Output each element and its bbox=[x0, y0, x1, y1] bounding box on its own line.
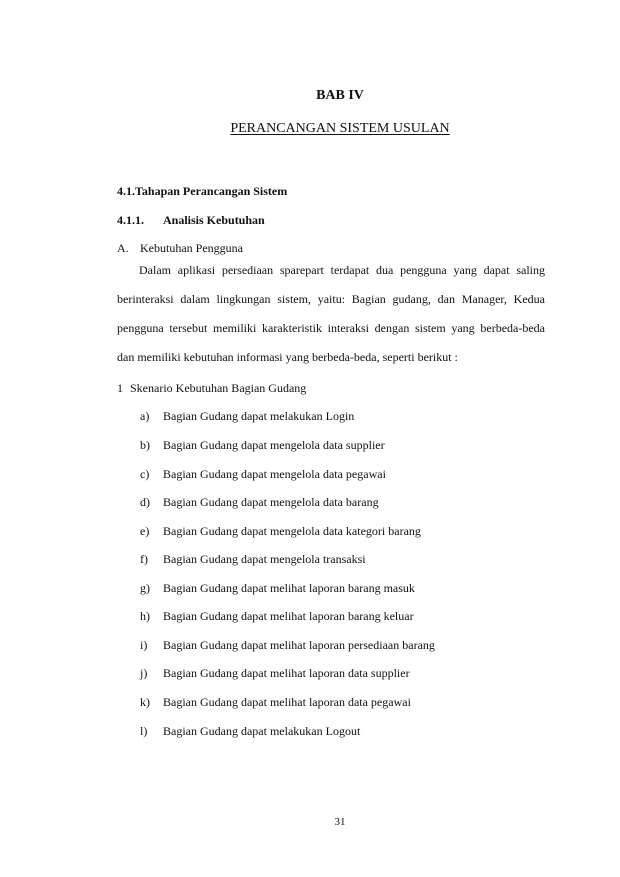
list-text: Bagian Gudang dapat mengelola transaksi bbox=[163, 552, 366, 566]
list-marker: e) bbox=[140, 524, 150, 538]
paragraph-line: berinteraksi dalam lingkungan sistem, yaitu: Bagian gudang, dan Manager, Kedua bbox=[117, 292, 545, 306]
list-marker: k) bbox=[140, 695, 150, 709]
page-number: 31 bbox=[334, 816, 346, 828]
list-text: Bagian Gudang dapat mengelola data pegawai bbox=[163, 467, 386, 481]
chapter-title: PERANCANGAN SISTEM USULAN bbox=[230, 121, 450, 136]
scenario-number: 1 bbox=[117, 381, 123, 395]
list-marker: g) bbox=[140, 581, 150, 595]
subsection-heading: Kebutuhan Pengguna bbox=[140, 241, 243, 255]
paragraph-line: pengguna tersebut memiliki karakteristik interaksi dengan sistem yang berbeda-beda bbox=[117, 321, 545, 335]
subsection-number: 4.1.1. bbox=[117, 213, 144, 227]
list-text: Bagian Gudang dapat mengelola data kategori barang bbox=[163, 524, 421, 538]
section-heading: 4.1.Tahapan Perancangan Sistem bbox=[117, 184, 288, 198]
list-text: Bagian Gudang dapat melihat laporan persediaan barang bbox=[163, 638, 435, 652]
list-text: Bagian Gudang dapat melihat laporan barang keluar bbox=[163, 609, 414, 623]
list-marker: c) bbox=[140, 467, 150, 481]
list-text: Bagian Gudang dapat mengelola data supplier bbox=[163, 438, 385, 452]
list-text: Bagian Gudang dapat melihat laporan data supplier bbox=[163, 666, 410, 680]
list-marker: d) bbox=[140, 495, 150, 509]
body-paragraph bbox=[117, 256, 545, 372]
list-marker: h) bbox=[140, 609, 150, 623]
scenario-title: Skenario Kebutuhan Bagian Gudang bbox=[130, 381, 307, 395]
subsection-marker: A. bbox=[117, 241, 129, 255]
chapter-label: BAB IV bbox=[316, 88, 364, 103]
list-text: Bagian Gudang dapat melakukan Login bbox=[163, 409, 355, 423]
paragraph-line: Dalam aplikasi persediaan sparepart terdapat dua pengguna yang dapat saling bbox=[139, 263, 545, 277]
list-marker: i) bbox=[140, 638, 148, 652]
list-marker: f) bbox=[140, 552, 148, 566]
paragraph-line: dan memiliki kebutuhan informasi yang berbeda-beda, seperti berikut : bbox=[117, 350, 458, 364]
list-marker: j) bbox=[140, 666, 148, 680]
list-text: Bagian Gudang dapat melihat laporan barang masuk bbox=[163, 581, 415, 595]
list-text: Bagian Gudang dapat mengelola data barang bbox=[163, 495, 379, 509]
list-text: Bagian Gudang dapat melihat laporan data pegawai bbox=[163, 695, 411, 709]
list-marker: l) bbox=[140, 724, 148, 738]
list-marker: b) bbox=[140, 438, 150, 452]
list-text: Bagian Gudang dapat melakukan Logout bbox=[163, 724, 361, 738]
subsection-title: Analisis Kebutuhan bbox=[163, 213, 265, 227]
list-marker: a) bbox=[140, 409, 150, 423]
